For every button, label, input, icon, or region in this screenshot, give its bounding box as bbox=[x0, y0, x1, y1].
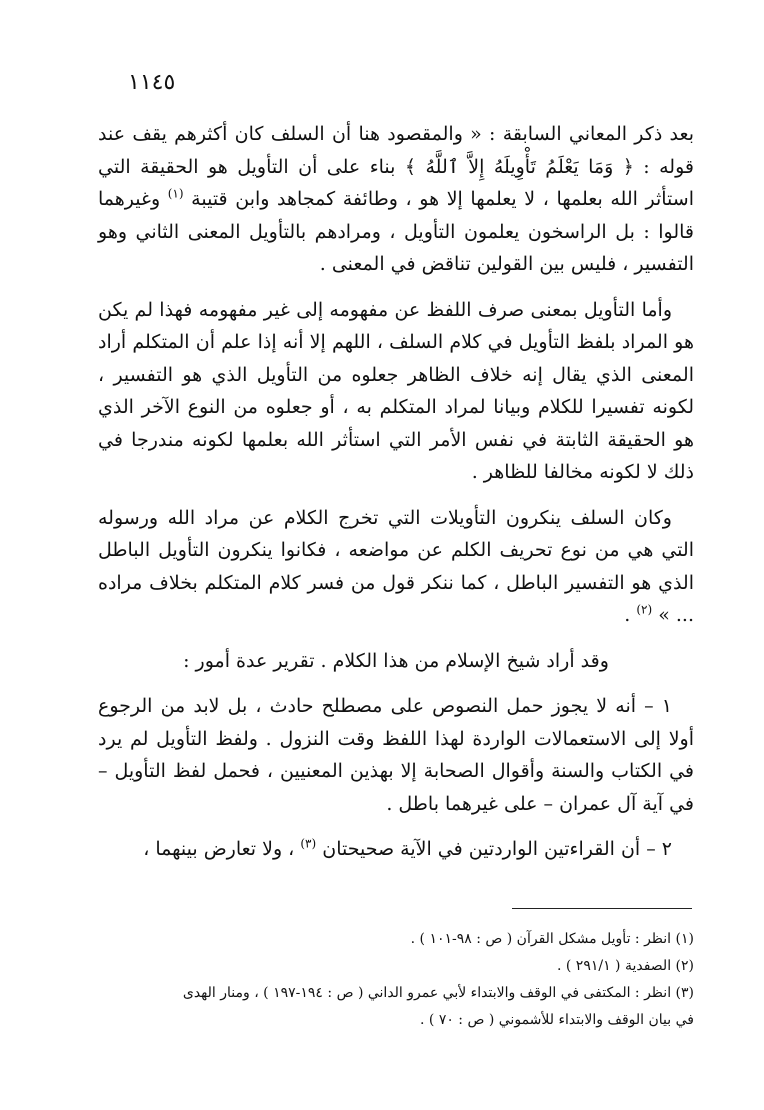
paragraph-3 bbox=[98, 502, 694, 632]
paragraph-1-text: بعد ذكر المعاني السابقة : « والمقصود هنا أن السلف كان أكثرهم يقف عند قوله : ﴿ وَمَا يَعْلَمُ تَأْوِيلَهُ إِلاَّ ٱللَّهُ ﴾ بناء على أن التأويل هو الحقيقة التي استأثر الله بعلمها ، لا يعلمها إلا هو ، وطائفة كمجاهد وابن قتيبة bbox=[98, 123, 694, 210]
paragraph-6-text: ٢ – أن القراءتين الواردتين في الآية صحيحتان bbox=[322, 838, 672, 860]
footnote-divider bbox=[512, 908, 692, 909]
paragraph-1 bbox=[98, 118, 694, 281]
paragraph-3-end: . bbox=[624, 604, 631, 626]
footnote-3-cont: في بيان الوقف والابتداء للأشموني ( ص : ٧٠ ) . bbox=[420, 1012, 694, 1028]
paragraph-4: وقد أراد شيخ الإسلام من هذا الكلام . تقرير عدة أمور : bbox=[183, 649, 609, 672]
footnote-3: (٣) انظر : المكتفى في الوقف والابتداء لأبي عمرو الداني ( ص : ١٩٤-١٩٧ ) ، ومنار الهدى bbox=[182, 985, 694, 1001]
paragraph-6-text-cont: ، ولا تعارض بينهما ، bbox=[143, 838, 295, 860]
paragraph-1-text-cont: وغيرهما قالوا : بل الراسخون يعلمون التأويل ، ومرادهم بالتأويل المعنى الثاني وهو التفسير ، فليس بين القولين تناقض في المعنى . bbox=[98, 188, 694, 275]
page-number: ١١٤٥ bbox=[128, 70, 176, 95]
footnotes bbox=[98, 926, 694, 1034]
paragraph-3-text: وكان السلف ينكرون التأويلات التي تخرج الكلام عن مراد الله ورسوله التي هي من نوع تحريف الكلم عن مواضعه ، فكانوا ينكرون التأويل الباطل الذي هو التفسير الباطل ، كما ننكر قول من فسر كلام المتكلم بخلاف مراده ... » bbox=[98, 506, 694, 626]
footnote-ref-1[interactable]: (١) bbox=[167, 186, 184, 201]
footnote-ref-2[interactable]: (٢) bbox=[636, 602, 653, 617]
paragraph-6 bbox=[98, 833, 694, 866]
paragraph-5: ١ – أنه لا يجوز حمل النصوص على مصطلح حادث ، بل لابد من الرجوع أولا إلى الاستعمالات الواردة لهذا اللفظ وقت النزول . ولفظ التأويل لم يرد في الكتاب والسنة وأقوال الصحابة إلا بهذين المعنيين ، فحمل لفظ التأويل – في آية آل عمران – على غيرهما باطل . bbox=[98, 695, 694, 815]
footnote-2: (٢) الصفدية ( ٢٩١/١ ) . bbox=[556, 958, 694, 974]
footnote-ref-3[interactable]: (٣) bbox=[300, 836, 317, 851]
main-text bbox=[98, 118, 694, 879]
paragraph-2: وأما التأويل بمعنى صرف اللفظ عن مفهومه إلى غير مفهومه فهذا لم يكن هو المراد بلفظ التأويل في كلام السلف ، اللهم إلا أنه إذا علم أن المتكلم أراد المعنى الذي يقال إنه خلاف الظاهر جعلوه من التأويل الذي هو التفسير ، لكونه تفسيرا للكلام وبيانا لمراد المتكلم به ، أو جعلوه من النوع الآخر الذي هو الحقيقة الثابتة في نفس الأمر التي استأثر الله بعلمها لكونه مندرجا في ذلك لا لكونه مخالفا للظاهر . bbox=[98, 298, 694, 483]
footnote-1: (١) انظر : تأويل مشكل القرآن ( ص : ٩٨-١٠١ ) . bbox=[410, 931, 694, 947]
